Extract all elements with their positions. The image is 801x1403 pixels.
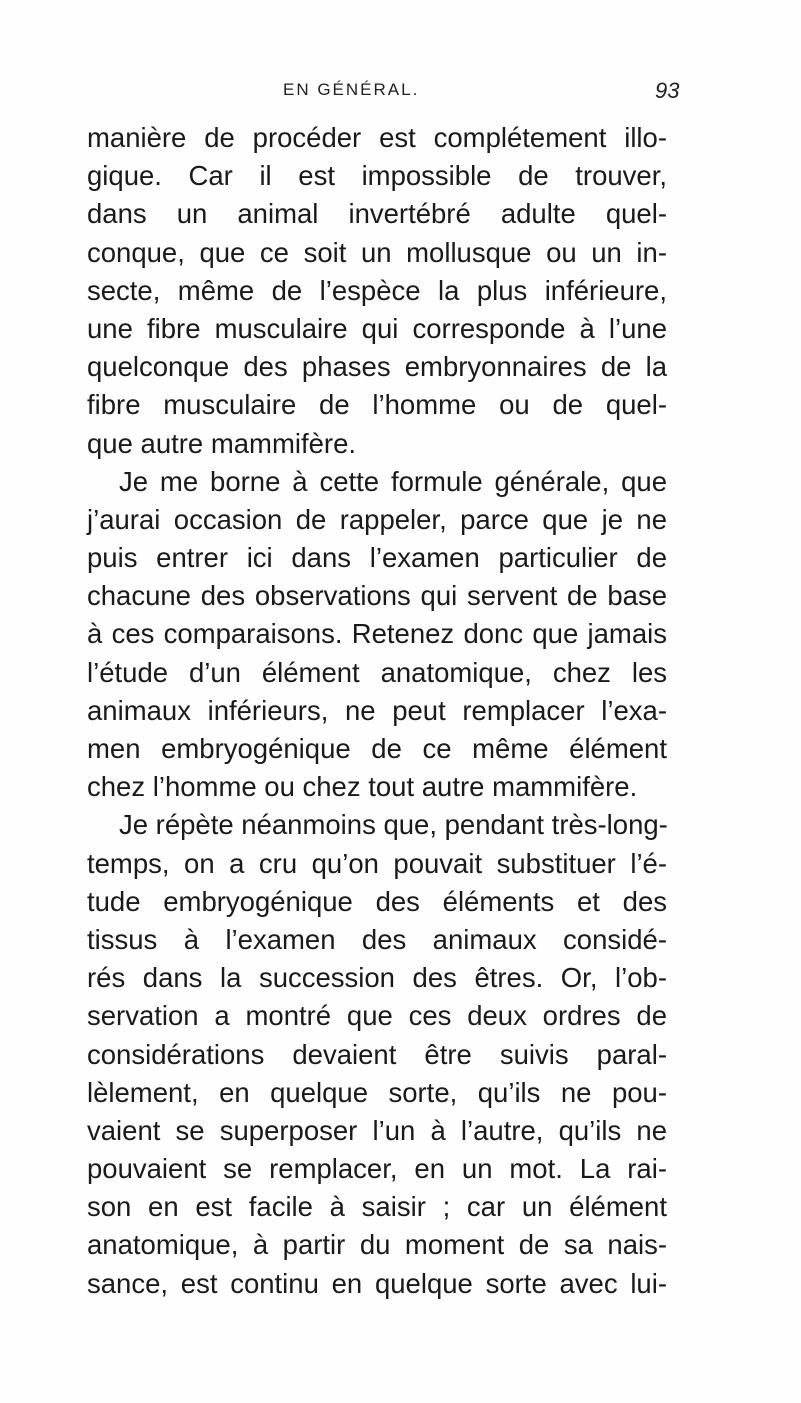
text-line: une fibre musculaire qui corresponde à l’une [87,312,667,344]
text-line: men embryogénique de ce même élément [87,733,667,764]
text-line: considérations devaient être suivis paral- [87,1038,667,1070]
text-line: Je répète néanmoins que, pendant très-long- [119,809,668,841]
text-line: son en est facile à saisir ; car un élément [87,1191,667,1223]
text-line: temps, on a cru qu’on pouvait substituer l’é- [87,847,667,879]
text-line: fibre musculaire de l’homme ou de quel- [87,389,667,421]
text-line: dans un animal invertébré adulte quel- [87,198,667,230]
text-line: animaux inférieurs, ne peut remplacer l’exa- [87,694,667,726]
text-line: chez l’homme ou chez tout autre mammifère. [87,771,638,803]
page-number: 93 [655,78,680,103]
text-line: conque, que ce soit un mollusque ou un in- [87,236,667,268]
text-line: gique. Car il est impossible de trouver, [87,160,667,192]
text-line: anatomique, à partir du moment de sa nais- [87,1229,667,1261]
text-line: quelconque des phases embryonnaires de la [87,351,667,383]
body-text [87,119,667,1303]
text-line: vaient se superposer l’un à l’autre, qu’ils ne [87,1114,667,1146]
text-line: puis entrer ici dans l’examen particulier de [87,542,667,574]
text-line: que autre mammifère. [87,427,356,459]
text-line: secte, même de l’espèce la plus inférieure, [87,274,667,306]
text-line: lèlement, en quelque sorte, qu’ils ne pou- [87,1076,667,1108]
text-line: à ces comparaisons. Retenez donc que jamais [87,618,667,650]
text-line: manière de procéder est complétement illo- [87,122,667,153]
running-head [0,80,801,110]
text-line: tissus à l’examen des animaux considé- [87,923,667,955]
running-title: EN GÉNÉRAL. [283,80,420,99]
text-line: chacune des observations qui servent de base [87,580,667,612]
text-line: tude embryogénique des éléments et des [87,885,667,917]
text-line: pouvaient se remplacer, en un mot. La rai- [87,1153,667,1185]
text-line: sance, est continu en quelque sorte avec lui- [87,1267,667,1299]
text-line: l’étude d’un élément anatomique, chez les [87,656,667,688]
text-line: rés dans la succession des êtres. Or, l’ob- [87,962,667,994]
text-line: servation a montré que ces deux ordres de [87,1000,667,1032]
text-line: Je me borne à cette formule générale, que [119,465,667,497]
text-line: j’aurai occasion de rappeler, parce que je ne [87,503,667,535]
